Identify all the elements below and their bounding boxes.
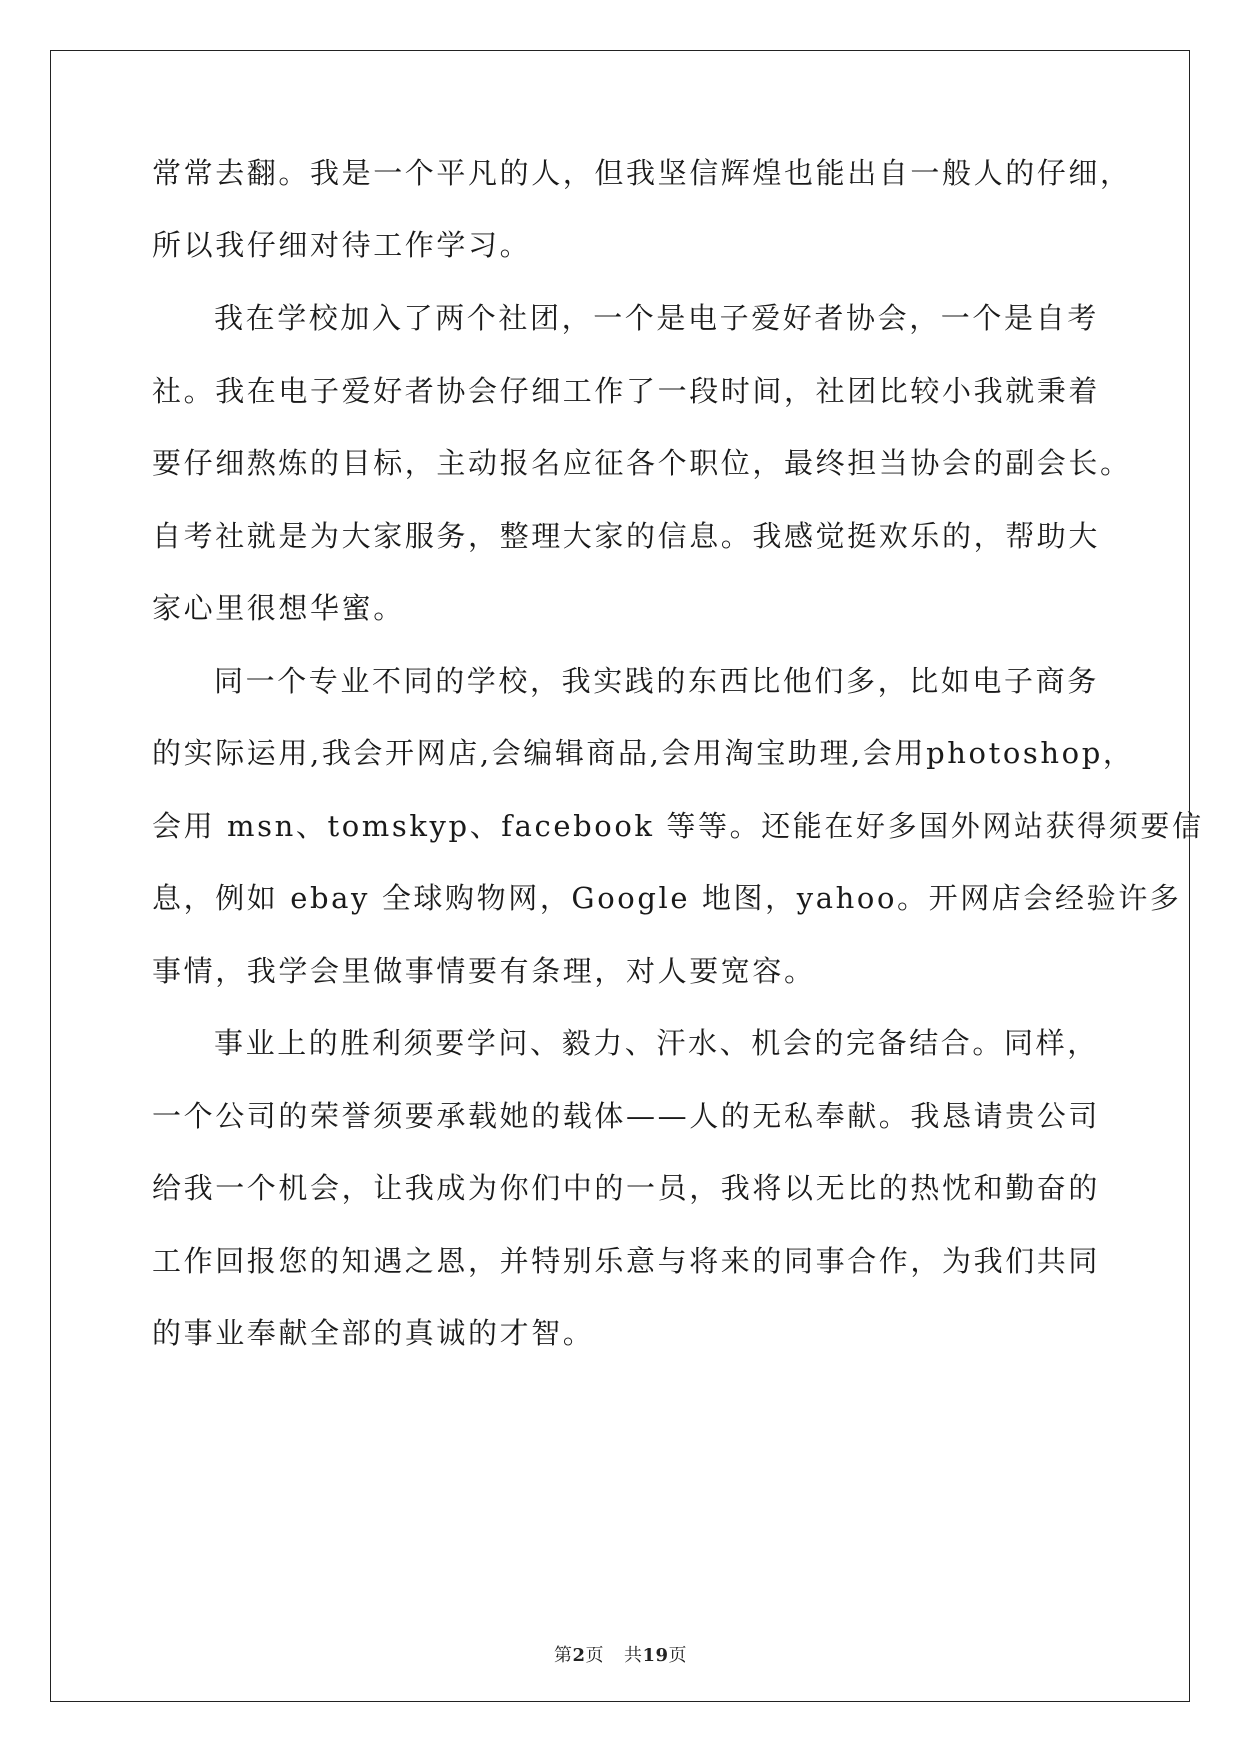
page-label-prefix: 第 — [553, 1645, 573, 1666]
text-line: 的事业奉献全部的真诚的才智。 — [152, 1316, 595, 1350]
text-line: 工作回报您的知遇之恩，并特别乐意与将来的同事合作，为我们共同 — [152, 1244, 1101, 1278]
text-line: 息，例如 ebay 全球购物网，Google 地图，yahoo。开网店会经验许多 — [152, 881, 1182, 915]
current-page-number: 2 — [572, 1645, 586, 1666]
total-label-suffix: 页 — [668, 1645, 688, 1666]
text-line: 要仔细熬炼的目标，主动报名应征各个职位，最终担当协会的副会长。 — [152, 446, 1132, 480]
text-line: 会用 msn、tomskyp、facebook 等等。还能在好多国外网站获得须要信 — [152, 809, 1204, 843]
text-line: 事情，我学会里做事情要有条理，对人要宽容。 — [152, 954, 816, 988]
text-line: 所以我仔细对待工作学习。 — [152, 228, 532, 262]
text-line: 的实际运用,我会开网店,会编辑商品,会用淘宝助理,会用photoshop， — [152, 736, 1135, 770]
page-footer — [0, 1641, 1241, 1667]
text-line: 常常去翻。我是一个平凡的人，但我坚信辉煌也能出自一般人的仔细， — [152, 156, 1132, 190]
page-label-suffix: 页 — [585, 1645, 604, 1666]
text-line: 一个公司的荣誉须要承载她的载体——人的无私奉献。我恳请贵公司 — [152, 1099, 1101, 1133]
text-line: 社。我在电子爱好者协会仔细工作了一段时间，社团比较小我就秉着 — [152, 374, 1101, 408]
total-label-prefix: 共 — [623, 1645, 643, 1666]
total-page-count: 19 — [642, 1645, 669, 1666]
text-line: 给我一个机会，让我成为你们中的一员，我将以无比的热忱和勤奋的 — [152, 1171, 1101, 1205]
paragraph-start-line: 我在学校加入了两个社团，一个是电子爱好者协会，一个是自考 — [214, 301, 1099, 335]
paragraph-start-line: 事业上的胜利须要学问、毅力、汗水、机会的完备结合。同样， — [214, 1026, 1099, 1060]
text-line: 自考社就是为大家服务，整理大家的信息。我感觉挺欢乐的，帮助大 — [152, 519, 1101, 553]
paragraph-start-line: 同一个专业不同的学校，我实践的东西比他们多，比如电子商务 — [214, 664, 1099, 698]
text-line: 家心里很想华蜜。 — [152, 591, 405, 625]
